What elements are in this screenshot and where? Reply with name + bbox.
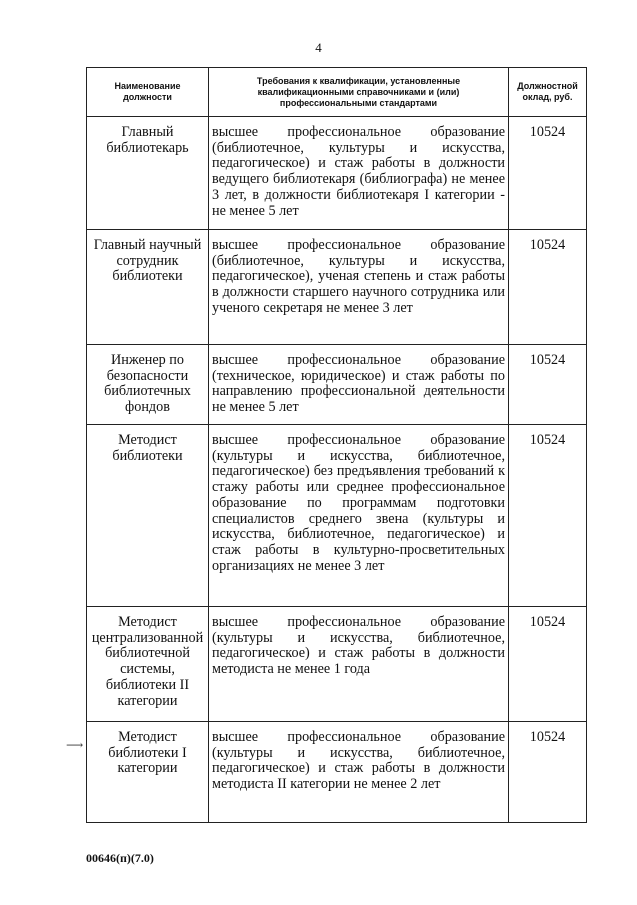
page-number: 4 xyxy=(315,40,322,55)
requirements-cell: высшее профессиональное образование (библиотечное, культуры и искусства, педагогическое), ученая степень и стаж работы в должности старшего научного сотрудника или ученого секретаря не менее 3 лет xyxy=(209,230,509,345)
requirements-cell: высшее профессиональное образование (культуры и искусства, библиотечное, педагогическое) и стаж работы в должности методиста II категории не менее 2 лет xyxy=(209,722,509,823)
header-position-name: Наименование должности xyxy=(87,68,209,117)
position-name-cell: Главный научный сотрудник библиотеки xyxy=(87,230,209,345)
salary-cell: 10524 xyxy=(509,345,587,425)
salary-cell: 10524 xyxy=(509,425,587,607)
salary-cell: 10524 xyxy=(509,722,587,823)
position-name-cell: Инженер по безопасности библиотечных фондов xyxy=(87,345,209,425)
position-name-cell: Главный библиотекарь xyxy=(87,117,209,230)
document-code: 00646(п)(7.0) xyxy=(86,851,154,865)
header-requirements: Требования к квалификации, установленные квалификационными справочниками и (или) профессиональными стандартами xyxy=(209,68,509,117)
requirements-cell: высшее профессиональное образование (культуры и искусства, библиотечное, педагогическое) и стаж работы в должности методиста не менее 1 года xyxy=(209,607,509,722)
table-row xyxy=(87,230,587,345)
requirements-cell: высшее профессиональное образование (культуры и искусства, библиотечное, педагогическое) без предъявления требований к стажу работы или среднее профессиональное образование по программам подготовки специалистов среднего звена (культуры и искусства, библиотечное, педагогическое) и стаж работы в культурно-просветительных организациях не менее 3 лет xyxy=(209,425,509,607)
requirements-cell: высшее профессиональное образование (техническое, юридическое) и стаж работы по направлению профессиональной деятельности не менее 5 лет xyxy=(209,345,509,425)
position-name-cell: Методист централизованной библиотечной системы, библиотеки II категории xyxy=(87,607,209,722)
position-name-cell: Методист библиотеки xyxy=(87,425,209,607)
requirements-cell: высшее профессиональное образование (библиотечное, культуры и искусства, педагогическое) и стаж работы в должности ведущего библиотекаря (библиографа) не менее 3 лет, в должности библиотекаря I категории - не менее 5 лет xyxy=(209,117,509,230)
table-row xyxy=(87,425,587,607)
salary-cell: 10524 xyxy=(509,607,587,722)
header-salary: Должностной оклад, руб. xyxy=(509,68,587,117)
salary-cell: 10524 xyxy=(509,117,587,230)
salary-cell: 10524 xyxy=(509,230,587,345)
table-row xyxy=(87,607,587,722)
margin-arrow-mark: ⟶ xyxy=(66,738,84,752)
position-name-cell: Методист библиотеки I категории xyxy=(87,722,209,823)
table-row xyxy=(87,345,587,425)
table-row xyxy=(87,722,587,823)
table-header-row xyxy=(87,68,587,117)
table-row xyxy=(87,117,587,230)
qualification-table xyxy=(86,67,587,823)
